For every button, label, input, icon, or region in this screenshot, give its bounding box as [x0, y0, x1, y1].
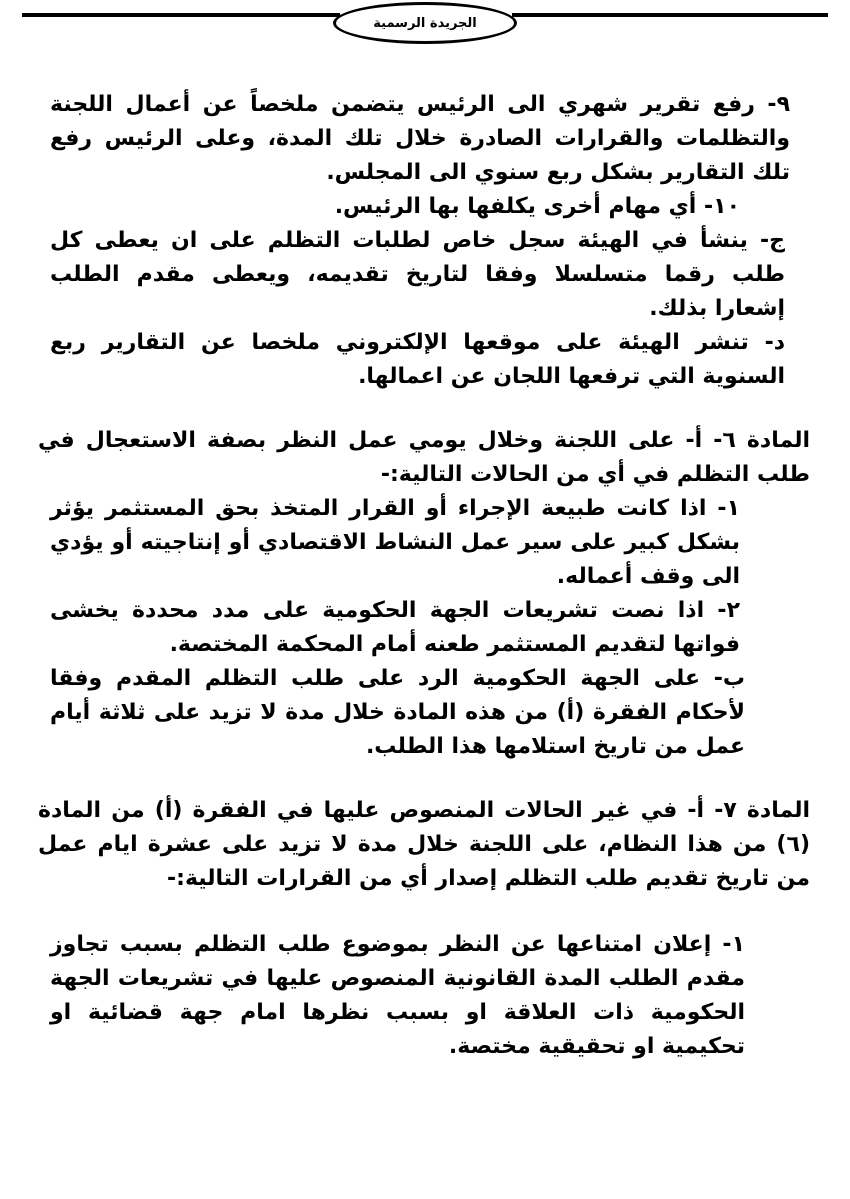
gazette-title-badge: [333, 2, 517, 44]
article-6-item-2: ٢- اذا نصت تشريعات الجهة الحكومية على مدد محددة يخشى فواتها لتقديم المستثمر طعنه أمام المحكمة المختصة.: [50, 598, 740, 657]
header-rule-left: [22, 13, 340, 17]
article-7-item-1: ١- إعلان امتناعها عن النظر بموضوع طلب التظلم بسبب تجاوز مقدم الطلب المدة القانونية المنصوص عليها في تشريعات الجهة الحكومية ذات العلاقة او بسبب نظرها امام جهة قضائية او تحكيمية او تحقيقية مختصة.: [50, 932, 745, 1059]
section-gap: [0, 896, 850, 928]
clause-item-9: ٩- رفع تقرير شهري الى الرئيس يتضمن ملخصاً عن أعمال اللجنة والتظلمات والقرارات الصادرة خلال تلك المدة، وعلى الرئيس رفع تلك التقارير بشكل ربع سنوي الى المجلس.: [50, 92, 790, 185]
clause-item-d: د- تنشر الهيئة على موقعها الإلكتروني ملخصا عن التقارير ربع السنوية التي ترفعها اللجان عن اعمالها.: [50, 330, 785, 389]
page-header: [0, 0, 850, 70]
clause-item-j: ج- ينشأ في الهيئة سجل خاص لطلبات التظلم على ان يعطى كل طلب رقما متسلسلا وفقا لتاريخ تقديمه، ويعطى مقدم الطلب إشعارا بذلك.: [50, 228, 785, 321]
section-gap: [0, 394, 850, 424]
article-7-paragraph-a: المادة ٧- أ- في غير الحالات المنصوص عليها في الفقرة (أ) من المادة (٦) من هذا النظام، على اللجنة خلال مدة لا تزيد على عشرة ايام عمل من تاريخ تقديم طلب التظلم إصدار أي من القرارات التالية:-: [38, 798, 811, 891]
document-body: [0, 88, 850, 1064]
clause-item-10: ١٠- أي مهام أخرى يكلفها بها الرئيس.: [334, 194, 740, 219]
article-6-item-1: ١- اذا كانت طبيعة الإجراء أو القرار المتخذ بحق المستثمر يؤثر بشكل كبير على سير عمل النشاط الاقتصادي أو إنتاجيته أو يؤدي الى وقف أعماله.: [50, 496, 740, 589]
article-6-paragraph-b: ب- على الجهة الحكومية الرد على طلب التظلم المقدم وفقا لأحكام الفقرة (أ) من هذه المادة خلال مدة لا تزيد على ثلاثة أيام عمل من تاريخ استلامها هذا الطلب.: [50, 666, 745, 759]
section-gap: [0, 764, 850, 794]
article-6-paragraph-a: المادة ٦- أ- على اللجنة وخلال يومي عمل النظر بصفة الاستعجال في طلب التظلم في أي من الحالات التالية:-: [38, 428, 811, 487]
header-rule-right: [512, 13, 828, 17]
gazette-title: الجريدة الرسمية: [373, 15, 477, 31]
